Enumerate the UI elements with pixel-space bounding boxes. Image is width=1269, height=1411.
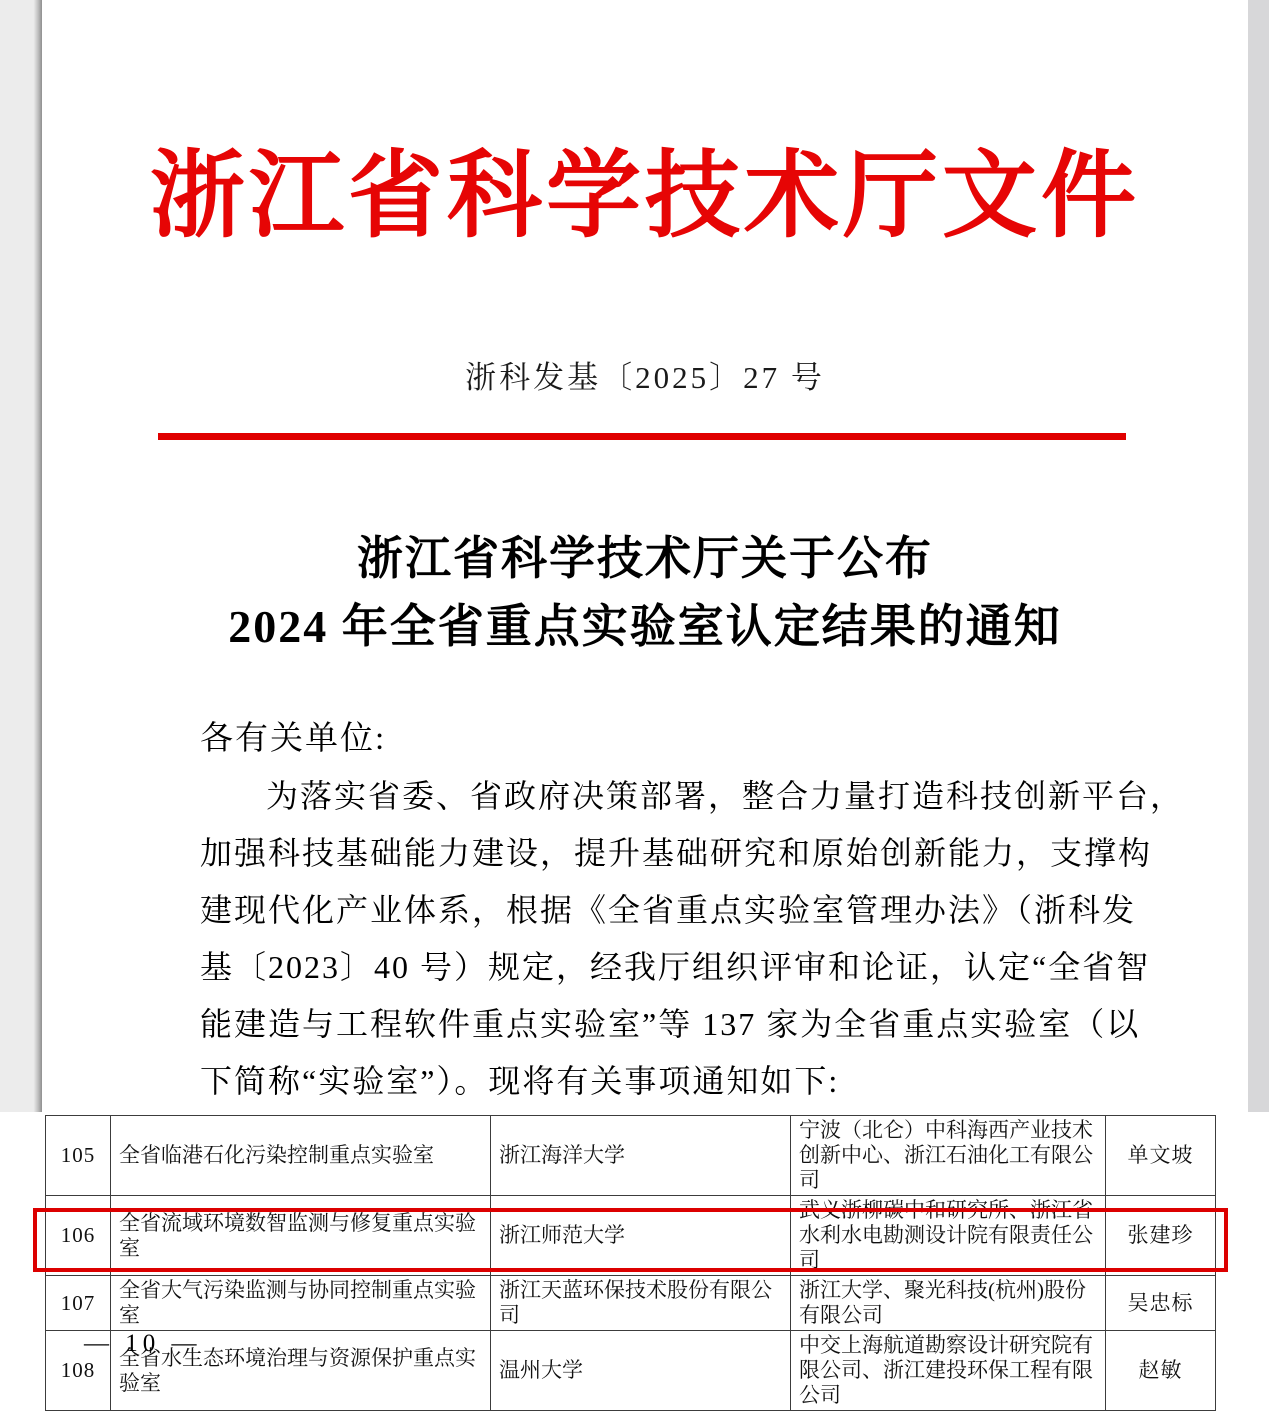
table-row-105: [46, 1116, 1216, 1196]
lab-name-cell: 全省临港石化污染控制重点实验室: [111, 1116, 491, 1196]
row-number-cell: 106: [46, 1196, 111, 1276]
partner-units-cell: 浙江大学、聚光科技(杭州)股份有限公司: [791, 1276, 1106, 1331]
body-line: 基〔2023〕40 号）规定，经我厅组织评审和论证，认定“全省智: [200, 949, 1151, 985]
director-cell: 吴忠标: [1106, 1276, 1216, 1331]
table-row-107-highlighted: [46, 1276, 1216, 1331]
viewer-left-gutter: [0, 0, 42, 1112]
salutation: 各有关单位:: [200, 721, 387, 757]
document-reference-number: 浙科发基〔2025〕27 号: [465, 360, 825, 395]
host-unit-cell: 温州大学: [491, 1331, 791, 1411]
table-row-106: [46, 1196, 1216, 1276]
laboratory-table: [45, 1115, 1216, 1411]
body-line: 建现代化产业体系，根据《全省重点实验室管理办法》（浙科发: [200, 892, 1137, 928]
laboratory-table-section: [0, 1112, 1269, 1407]
partner-units-cell: 武义浙柳碳中和研究所、浙江省水利水电勘测设计院有限责任公司: [791, 1196, 1106, 1276]
row-number-cell: 107: [46, 1276, 111, 1331]
page-canvas: [42, 0, 1248, 1112]
row-number-cell: 108: [46, 1331, 111, 1411]
body-line: 下简称“实验室”）。现将有关事项通知如下:: [200, 1063, 840, 1099]
lab-name-cell: 全省水生态环境治理与资源保护重点实验室: [111, 1331, 491, 1411]
body-paragraph: [200, 768, 1185, 1110]
body-line: 为落实省委、省政府决策部署，整合力量打造科技创新平台，: [266, 778, 1185, 814]
lab-name-cell: 全省大气污染监测与协同控制重点实验室: [111, 1276, 491, 1331]
header-divider-line: [158, 433, 1126, 440]
director-cell: 单文坡: [1106, 1116, 1216, 1196]
host-unit-cell: 浙江天蓝环保技术股份有限公司: [491, 1276, 791, 1331]
body-line: 能建造与工程软件重点实验室”等 137 家为全省重点实验室（以: [200, 1006, 1141, 1042]
partner-units-cell: 宁波（北仑）中科海西产业技术创新中心、浙江石油化工有限公司: [791, 1116, 1106, 1196]
body-line: 加强科技基础能力建设，提升基础研究和原始创新能力，支撑构: [200, 835, 1153, 871]
row-number-cell: 105: [46, 1116, 111, 1196]
notice-title-line-1: 浙江省科学技术厅关于公布: [357, 533, 933, 584]
lab-name-cell: 全省流域环境数智监测与修复重点实验室: [111, 1196, 491, 1276]
host-unit-cell: 浙江海洋大学: [491, 1116, 791, 1196]
partner-units-cell: 中交上海航道勘察设计研究院有限公司、浙江建投环保工程有限公司: [791, 1331, 1106, 1411]
director-cell: 张建珍: [1106, 1196, 1216, 1276]
notice-title-line-2: 2024 年全省重点实验室认定结果的通知: [228, 601, 1062, 652]
document-header-title: 浙江省科学技术厅文件: [149, 143, 1140, 249]
page-number: — 10 —: [84, 1330, 202, 1357]
viewer-right-gutter: [1246, 0, 1269, 1112]
host-unit-cell: 浙江师范大学: [491, 1196, 791, 1276]
table-row-108: [46, 1331, 1216, 1411]
director-cell: 赵敏: [1106, 1331, 1216, 1411]
